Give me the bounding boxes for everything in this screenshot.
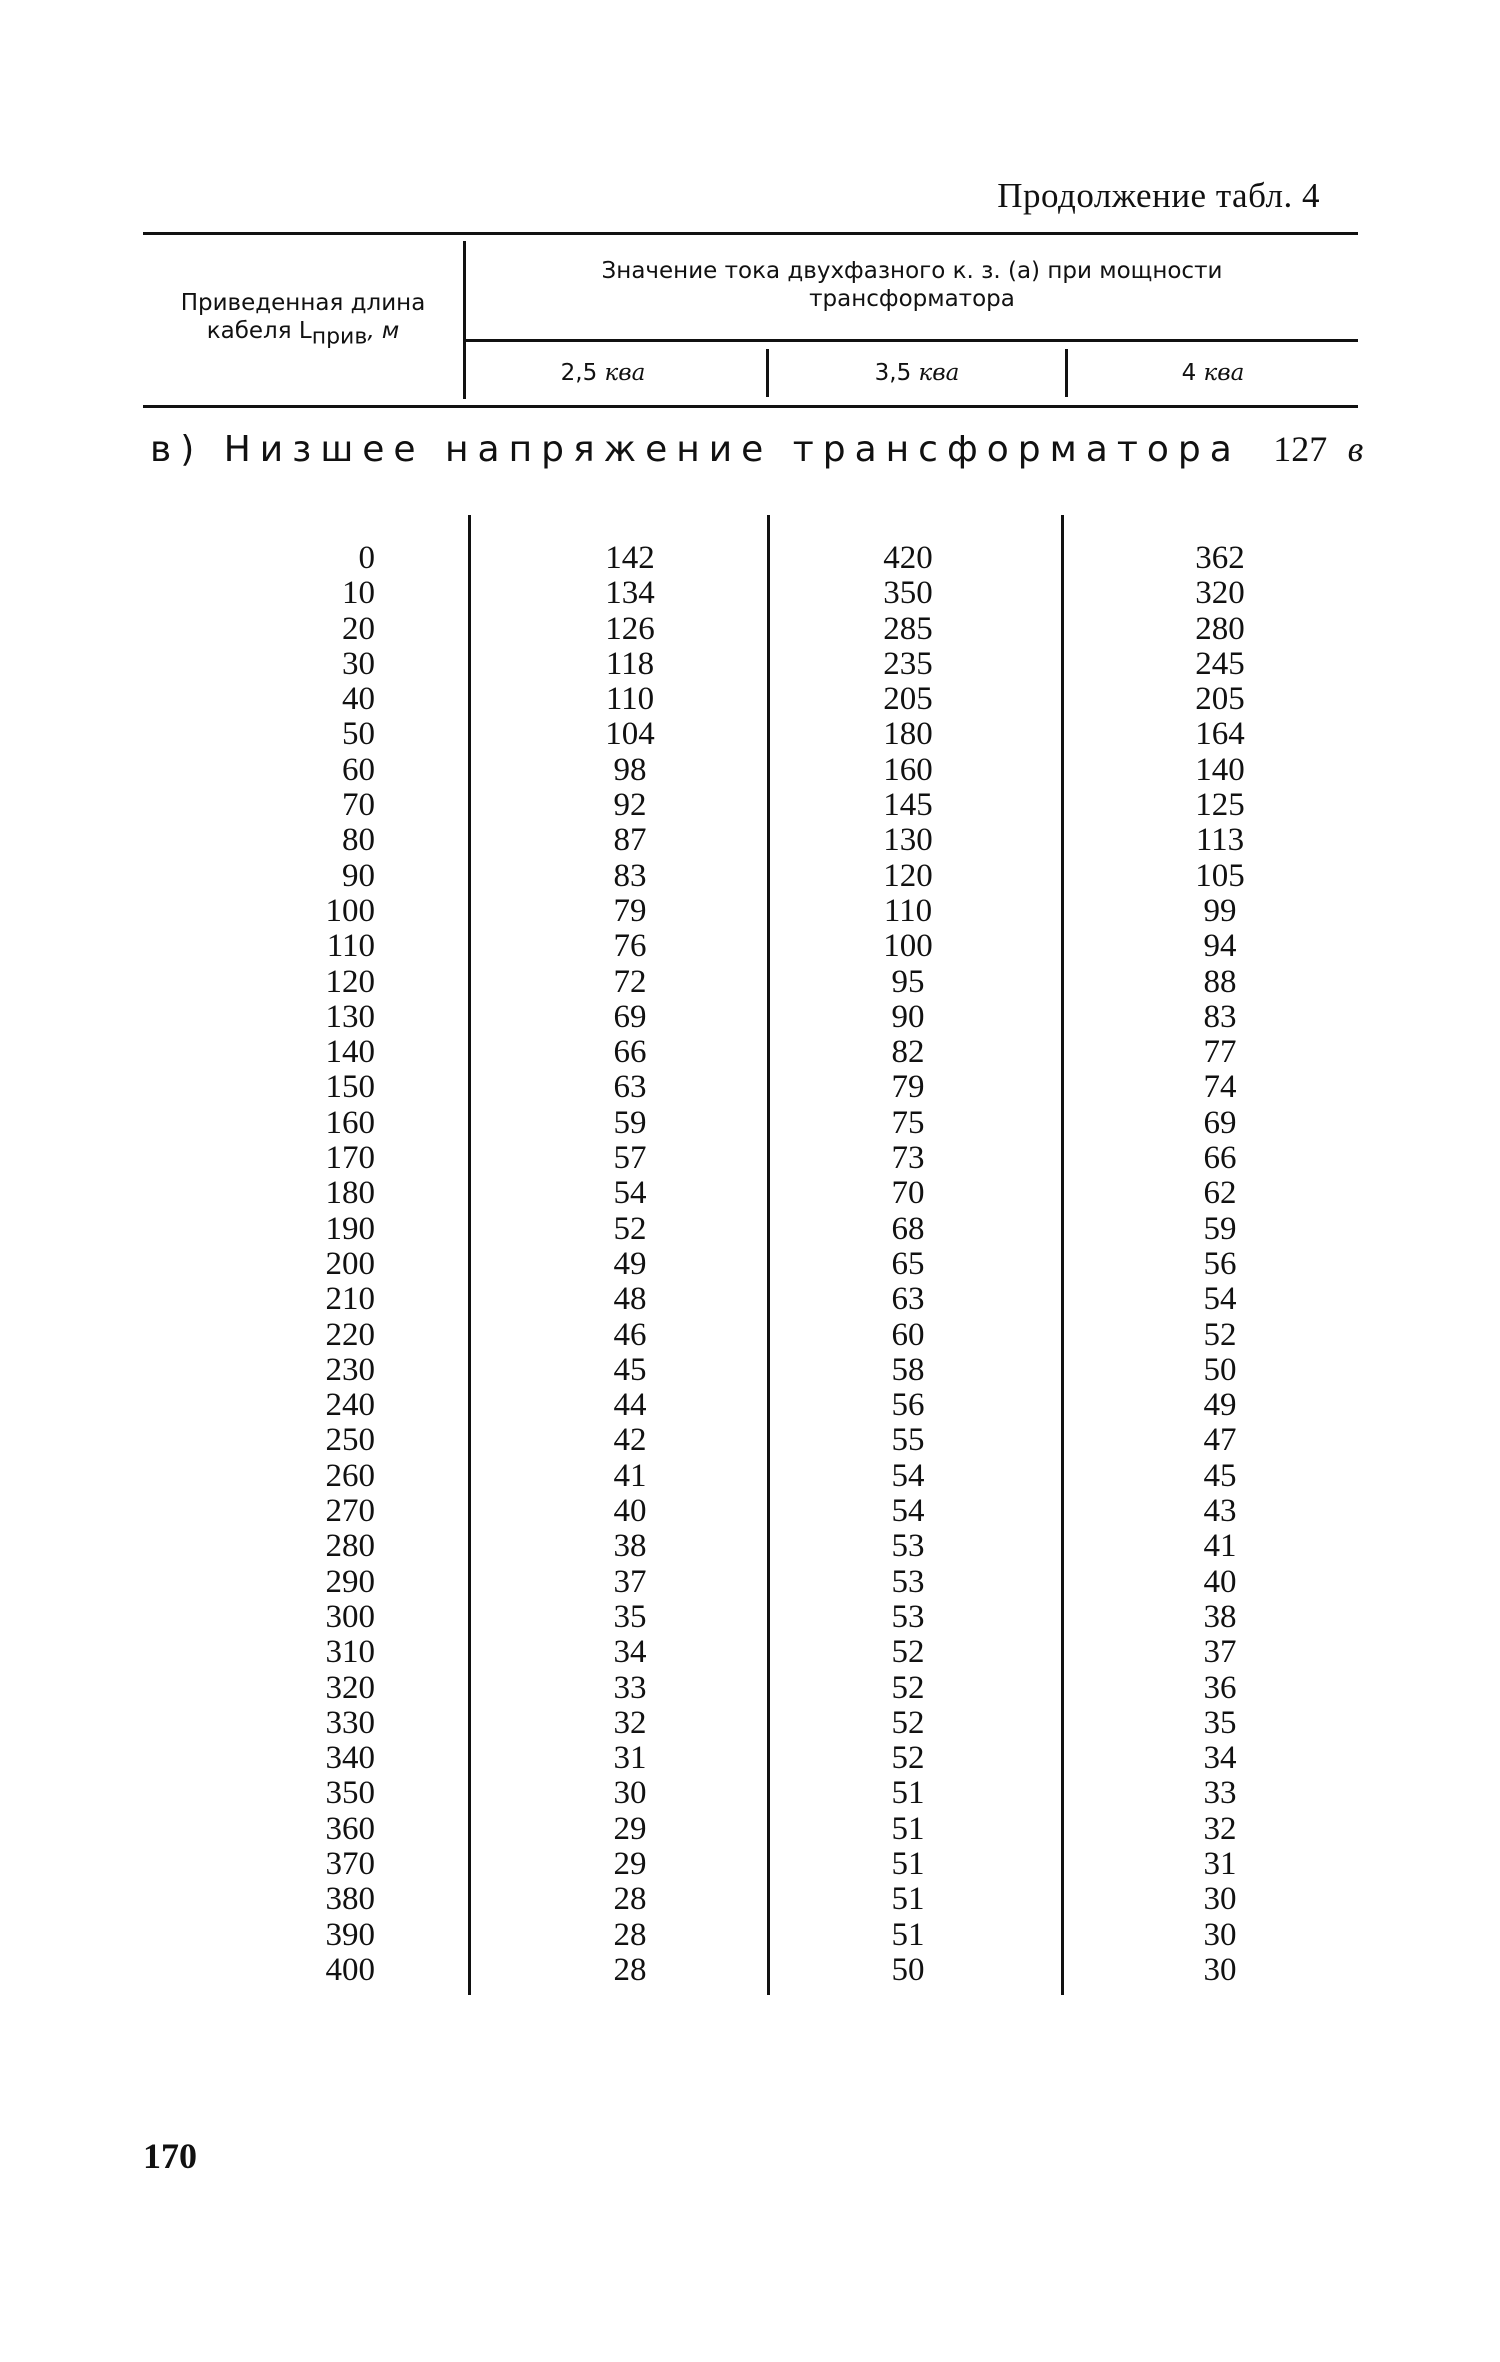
table-row — [0, 1388, 1500, 1423]
cell-2-5-kva: 45 — [613, 1351, 647, 1388]
cell-2-5-kva: 59 — [613, 1104, 647, 1141]
cell-length: 220 — [325, 1316, 375, 1353]
cell-2-5-kva: 33 — [613, 1669, 647, 1706]
table-row — [0, 1600, 1500, 1635]
cell-length: 290 — [325, 1563, 375, 1600]
cell-4-kva: 30 — [1203, 1881, 1237, 1918]
table-row — [0, 576, 1500, 611]
cell-2-5-kva: 104 — [605, 716, 655, 753]
table-row — [0, 1882, 1500, 1917]
header-left-subscript: прив — [311, 324, 368, 350]
cell-4-kva: 52 — [1203, 1316, 1237, 1353]
cell-3-5-kva: 100 — [883, 928, 933, 965]
cell-length: 180 — [325, 1175, 375, 1212]
cell-2-5-kva: 57 — [613, 1140, 647, 1177]
table-row — [0, 1953, 1500, 1988]
cell-length: 140 — [325, 1034, 375, 1071]
cell-3-5-kva: 52 — [891, 1669, 925, 1706]
cell-2-5-kva: 118 — [605, 645, 655, 682]
cell-4-kva: 40 — [1203, 1563, 1237, 1600]
cell-4-kva: 99 — [1203, 892, 1237, 929]
cell-3-5-kva: 90 — [891, 998, 925, 1035]
cell-length: 40 — [342, 681, 375, 718]
table-row — [0, 1212, 1500, 1247]
cell-4-kva: 164 — [1195, 716, 1245, 753]
section-text: Низшее напряжение трансформатора — [223, 429, 1241, 470]
cell-3-5-kva: 65 — [891, 1245, 925, 1282]
cell-2-5-kva: 98 — [613, 751, 647, 788]
subheader-value: 3,5 — [874, 360, 912, 386]
table-row — [0, 682, 1500, 717]
cell-2-5-kva: 83 — [613, 857, 647, 894]
table-row — [0, 859, 1500, 894]
cell-4-kva: 31 — [1203, 1845, 1237, 1882]
cell-3-5-kva: 350 — [883, 575, 933, 612]
cell-2-5-kva: 134 — [605, 575, 655, 612]
cell-4-kva: 54 — [1203, 1281, 1237, 1318]
cell-3-5-kva: 52 — [891, 1634, 925, 1671]
cell-4-kva: 140 — [1195, 751, 1245, 788]
cell-length: 110 — [326, 928, 375, 965]
continuation-title: Продолжение табл. 4 — [997, 176, 1320, 215]
cell-2-5-kva: 46 — [613, 1316, 647, 1353]
cell-2-5-kva: 35 — [613, 1598, 647, 1635]
cell-4-kva: 280 — [1195, 610, 1245, 647]
cell-length: 240 — [325, 1387, 375, 1424]
subheader-2-5-kva — [473, 351, 733, 395]
cell-length: 120 — [325, 963, 375, 1000]
cell-4-kva: 74 — [1203, 1069, 1237, 1106]
cell-4-kva: 35 — [1203, 1704, 1237, 1741]
cell-length: 210 — [325, 1281, 375, 1318]
cell-2-5-kva: 34 — [613, 1634, 647, 1671]
cell-4-kva: 50 — [1203, 1351, 1237, 1388]
cell-length: 190 — [325, 1210, 375, 1247]
cell-3-5-kva: 79 — [891, 1069, 925, 1106]
cell-2-5-kva: 41 — [613, 1457, 647, 1494]
cell-2-5-kva: 126 — [605, 610, 655, 647]
cell-4-kva: 30 — [1203, 1951, 1237, 1988]
table-row — [0, 965, 1500, 1000]
section-value: 127 — [1273, 429, 1328, 469]
table-row — [0, 1423, 1500, 1458]
cell-3-5-kva: 52 — [891, 1740, 925, 1777]
table-row — [0, 1706, 1500, 1741]
cell-length: 250 — [325, 1422, 375, 1459]
cell-2-5-kva: 28 — [613, 1881, 647, 1918]
cell-2-5-kva: 30 — [613, 1775, 647, 1812]
cell-4-kva: 34 — [1203, 1740, 1237, 1777]
subheader-3-5-kva — [769, 351, 1065, 395]
table-row — [0, 1459, 1500, 1494]
cell-2-5-kva: 38 — [613, 1528, 647, 1565]
cell-length: 400 — [325, 1951, 375, 1988]
cell-3-5-kva: 53 — [891, 1563, 925, 1600]
cell-4-kva: 59 — [1203, 1210, 1237, 1247]
table-row — [0, 717, 1500, 752]
cell-2-5-kva: 110 — [605, 681, 655, 718]
cell-length: 280 — [325, 1528, 375, 1565]
cell-2-5-kva: 29 — [613, 1845, 647, 1882]
header-left-unit: , м — [367, 317, 400, 344]
cell-3-5-kva: 73 — [891, 1140, 925, 1177]
cell-3-5-kva: 235 — [883, 645, 933, 682]
table-row — [0, 1565, 1500, 1600]
cell-length: 70 — [342, 787, 375, 824]
cell-3-5-kva: 51 — [891, 1775, 925, 1812]
table-row — [0, 1776, 1500, 1811]
cell-length: 150 — [325, 1069, 375, 1106]
subheader-unit: ква — [918, 360, 960, 386]
cell-3-5-kva: 110 — [883, 892, 933, 929]
table-row — [0, 929, 1500, 964]
table-row — [0, 1918, 1500, 1953]
subheader-unit: ква — [1203, 360, 1245, 386]
cell-length: 340 — [325, 1740, 375, 1777]
cell-3-5-kva: 55 — [891, 1422, 925, 1459]
table-row — [0, 1812, 1500, 1847]
table-header — [143, 232, 1358, 408]
cell-2-5-kva: 92 — [613, 787, 647, 824]
cell-4-kva: 66 — [1203, 1140, 1237, 1177]
cell-length: 30 — [342, 645, 375, 682]
cell-length: 130 — [325, 998, 375, 1035]
cell-4-kva: 36 — [1203, 1669, 1237, 1706]
cell-4-kva: 47 — [1203, 1422, 1237, 1459]
cell-2-5-kva: 142 — [605, 540, 655, 576]
cell-3-5-kva: 53 — [891, 1528, 925, 1565]
table-row — [0, 1035, 1500, 1070]
cell-4-kva: 37 — [1203, 1634, 1237, 1671]
cell-2-5-kva: 37 — [613, 1563, 647, 1600]
cell-2-5-kva: 42 — [613, 1422, 647, 1459]
data-table — [0, 541, 1500, 1988]
table-row — [0, 1141, 1500, 1176]
cell-3-5-kva: 53 — [891, 1598, 925, 1635]
cell-length: 270 — [325, 1493, 375, 1530]
cell-2-5-kva: 69 — [613, 998, 647, 1035]
cell-2-5-kva: 29 — [613, 1810, 647, 1847]
cell-2-5-kva: 28 — [613, 1916, 647, 1953]
cell-2-5-kva: 40 — [613, 1493, 647, 1530]
cell-3-5-kva: 420 — [883, 540, 933, 576]
cell-2-5-kva: 48 — [613, 1281, 647, 1318]
cell-4-kva: 30 — [1203, 1916, 1237, 1953]
cell-length: 320 — [325, 1669, 375, 1706]
cell-length: 0 — [358, 540, 375, 576]
cell-length: 90 — [342, 857, 375, 894]
table-row — [0, 1247, 1500, 1282]
cell-3-5-kva: 130 — [883, 822, 933, 859]
table-row — [0, 788, 1500, 823]
cell-3-5-kva: 95 — [891, 963, 925, 1000]
table-row — [0, 1070, 1500, 1105]
cell-length: 350 — [325, 1775, 375, 1812]
cell-3-5-kva: 82 — [891, 1034, 925, 1071]
cell-3-5-kva: 180 — [883, 716, 933, 753]
table-row — [0, 1176, 1500, 1211]
cell-2-5-kva: 52 — [613, 1210, 647, 1247]
table-row — [0, 1494, 1500, 1529]
cell-4-kva: 94 — [1203, 928, 1237, 965]
cell-4-kva: 41 — [1203, 1528, 1237, 1565]
cell-3-5-kva: 51 — [891, 1916, 925, 1953]
cell-4-kva: 245 — [1195, 645, 1245, 682]
cell-length: 200 — [325, 1245, 375, 1282]
cell-3-5-kva: 160 — [883, 751, 933, 788]
cell-3-5-kva: 54 — [891, 1457, 925, 1494]
cell-length: 230 — [325, 1351, 375, 1388]
cell-4-kva: 125 — [1195, 787, 1245, 824]
header-right-line1: Значение тока двухфазного к. з. (а) при мощности — [601, 258, 1223, 284]
cell-4-kva: 113 — [1195, 822, 1245, 859]
table-row — [0, 1282, 1500, 1317]
cell-length: 260 — [325, 1457, 375, 1494]
cell-4-kva: 205 — [1195, 681, 1245, 718]
cell-3-5-kva: 50 — [891, 1951, 925, 1988]
cell-3-5-kva: 51 — [891, 1845, 925, 1882]
cell-4-kva: 88 — [1203, 963, 1237, 1000]
header-cable-length — [143, 235, 463, 405]
cell-4-kva: 320 — [1195, 575, 1245, 612]
cell-2-5-kva: 54 — [613, 1175, 647, 1212]
cell-3-5-kva: 58 — [891, 1351, 925, 1388]
table-row — [0, 1529, 1500, 1564]
cell-length: 20 — [342, 610, 375, 647]
cell-length: 390 — [325, 1916, 375, 1953]
cell-2-5-kva: 87 — [613, 822, 647, 859]
cell-4-kva: 69 — [1203, 1104, 1237, 1141]
cell-3-5-kva: 63 — [891, 1281, 925, 1318]
cell-2-5-kva: 79 — [613, 892, 647, 929]
cell-4-kva: 32 — [1203, 1810, 1237, 1847]
subheader-value: 2,5 — [560, 360, 598, 386]
cell-2-5-kva: 32 — [613, 1704, 647, 1741]
cell-length: 300 — [325, 1598, 375, 1635]
cell-2-5-kva: 28 — [613, 1951, 647, 1988]
subheader-value: 4 — [1181, 360, 1197, 386]
cell-4-kva: 33 — [1203, 1775, 1237, 1812]
table-row — [0, 1635, 1500, 1670]
cell-3-5-kva: 68 — [891, 1210, 925, 1247]
table-row — [0, 1000, 1500, 1035]
header-left-line2 — [207, 317, 400, 352]
cell-2-5-kva: 76 — [613, 928, 647, 965]
cell-length: 50 — [342, 716, 375, 753]
cell-3-5-kva: 60 — [891, 1316, 925, 1353]
table-row — [0, 753, 1500, 788]
section-prefix: в) — [150, 429, 204, 470]
table-row — [0, 1106, 1500, 1141]
table-row — [0, 541, 1500, 576]
header-left-label: кабеля L — [206, 317, 312, 344]
header-left-line1: Приведенная длина — [180, 289, 426, 316]
cell-4-kva: 105 — [1195, 857, 1245, 894]
table-row — [0, 1741, 1500, 1776]
cell-4-kva: 56 — [1203, 1245, 1237, 1282]
cell-3-5-kva: 70 — [891, 1175, 925, 1212]
cell-4-kva: 77 — [1203, 1034, 1237, 1071]
cell-4-kva: 62 — [1203, 1175, 1237, 1212]
cell-3-5-kva: 52 — [891, 1704, 925, 1741]
section-title — [150, 428, 1363, 470]
table-row — [0, 894, 1500, 929]
table-row — [0, 1353, 1500, 1388]
cell-length: 370 — [325, 1845, 375, 1882]
cell-length: 10 — [342, 575, 375, 612]
cell-3-5-kva: 51 — [891, 1881, 925, 1918]
cell-4-kva: 43 — [1203, 1493, 1237, 1530]
cell-2-5-kva: 49 — [613, 1245, 647, 1282]
cell-length: 360 — [325, 1810, 375, 1847]
header-mid-rule — [466, 339, 1358, 342]
cell-length: 80 — [342, 822, 375, 859]
table-row — [0, 823, 1500, 858]
cell-length: 170 — [325, 1140, 375, 1177]
cell-3-5-kva: 205 — [883, 681, 933, 718]
cell-3-5-kva: 120 — [883, 857, 933, 894]
header-current-value — [466, 257, 1358, 313]
cell-2-5-kva: 63 — [613, 1069, 647, 1106]
subheader-unit: ква — [604, 360, 646, 386]
cell-3-5-kva: 56 — [891, 1387, 925, 1424]
header-right-line2: трансформатора — [809, 286, 1015, 312]
cell-4-kva: 362 — [1195, 540, 1245, 576]
cell-length: 60 — [342, 751, 375, 788]
table-row — [0, 1671, 1500, 1706]
table-row — [0, 612, 1500, 647]
cell-3-5-kva: 51 — [891, 1810, 925, 1847]
cell-3-5-kva: 54 — [891, 1493, 925, 1530]
cell-length: 100 — [325, 892, 375, 929]
cell-length: 310 — [325, 1634, 375, 1671]
cell-3-5-kva: 75 — [891, 1104, 925, 1141]
subheader-4-kva — [1068, 351, 1358, 395]
cell-3-5-kva: 145 — [883, 787, 933, 824]
cell-4-kva: 45 — [1203, 1457, 1237, 1494]
table-row — [0, 1318, 1500, 1353]
cell-2-5-kva: 44 — [613, 1387, 647, 1424]
cell-2-5-kva: 66 — [613, 1034, 647, 1071]
page-number: 170 — [143, 2136, 197, 2176]
table-row — [0, 647, 1500, 682]
cell-4-kva: 38 — [1203, 1598, 1237, 1635]
cell-length: 160 — [325, 1104, 375, 1141]
cell-2-5-kva: 72 — [613, 963, 647, 1000]
cell-2-5-kva: 31 — [613, 1740, 647, 1777]
table-row — [0, 1847, 1500, 1882]
cell-3-5-kva: 285 — [883, 610, 933, 647]
cell-4-kva: 83 — [1203, 998, 1237, 1035]
cell-length: 380 — [325, 1881, 375, 1918]
section-unit: в — [1347, 429, 1364, 469]
cell-length: 330 — [325, 1704, 375, 1741]
cell-4-kva: 49 — [1203, 1387, 1237, 1424]
